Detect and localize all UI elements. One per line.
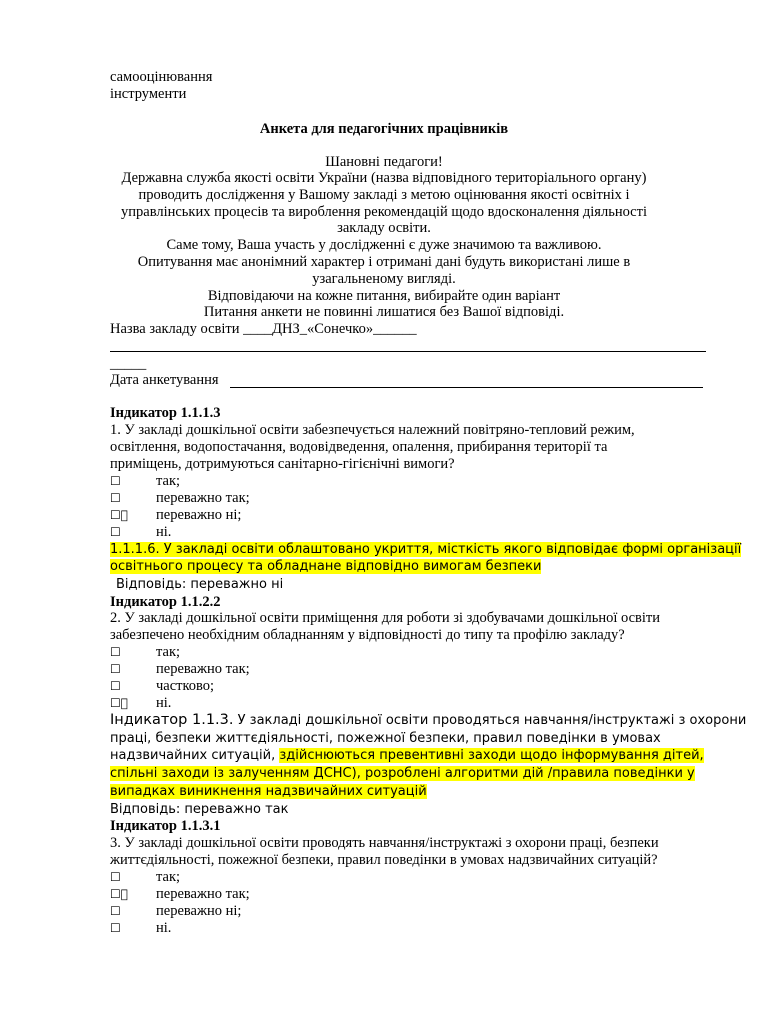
institution-field: Назва закладу освіти ____ДНЗ_«Сонечко»______ <box>110 321 417 337</box>
indicator-note-line: надзвичайних ситуацій, здійснюються превентивні заходи щодо інформування дітей, <box>110 748 704 763</box>
highlighted-note-line: освітнього процесу та обладнане відповідно вимогам безпеки <box>110 559 542 574</box>
answer-option[interactable] <box>110 524 172 541</box>
intro-line: Державна служба якості освіти України (назва відповідного територіального органу) <box>121 170 647 186</box>
checkbox-icon[interactable]: ☐ <box>110 662 121 676</box>
checkbox-icon[interactable]: ☐ <box>110 645 121 659</box>
question-line: забезпечено необхідним обладнанням у відповідності до типу та профілю закладу? <box>110 627 625 643</box>
indicator-note-line: Індикатор 1.1.3. У закладі дошкільної освіти проводяться навчання/інструктажі з охорони <box>110 712 747 728</box>
indicator-heading: Індикатор 1.1.1.3 <box>110 405 221 421</box>
highlighted-note-line: 1.1.1.6. У закладі освіти облаштовано укриття, місткість якого відповідає формі організації <box>110 542 742 557</box>
indicator-inline-heading: Індикатор 1.1.3. <box>110 712 234 728</box>
indicator-heading: Індикатор 1.1.3.1 <box>110 818 221 834</box>
question-line: 3. У закладі дошкільної освіти проводять навчання/інструктажі з охорони праці, безпеки <box>110 835 659 851</box>
option-label: переважно так; <box>156 886 250 902</box>
option-label: так; <box>156 869 181 885</box>
intro-line: Питання анкети не повинні лишатися без Вашої відповіді. <box>203 304 565 320</box>
checkbox-icon[interactable]: ☐⃞ <box>110 696 128 710</box>
answer-option[interactable] <box>110 661 250 678</box>
date-blank-rule <box>230 387 703 388</box>
checkbox-icon[interactable]: ☐ <box>110 870 121 884</box>
answer-option[interactable] <box>110 920 172 937</box>
answer-option[interactable] <box>110 473 181 490</box>
checkbox-icon[interactable]: ☐⃞ <box>110 887 128 901</box>
header-line-1: самооцінювання <box>110 69 213 85</box>
intro-line: Відповідаючи на кожне питання, вибирайте один варіант <box>207 288 561 304</box>
highlighted-note-line: спільні заходи із залученням ДСНС), розроблені алгоритми дій /правила поведінки у <box>110 766 695 781</box>
option-label: переважно так; <box>156 490 250 506</box>
option-label: ні. <box>156 920 172 936</box>
question-line: життєдіяльності, пожежної безпеки, правил поведінки в умовах надзвичайних ситуацій? <box>110 852 658 868</box>
option-label: так; <box>156 644 181 660</box>
answer-option[interactable] <box>110 644 181 661</box>
answer-option[interactable] <box>110 903 242 920</box>
answer-option[interactable] <box>110 490 250 507</box>
question-line: приміщень, дотримуються санітарно-гігієнічні вимоги? <box>110 456 455 472</box>
intro-line: управлінських процесів та вироблення рекомендацій щодо вдосконалення діяльності <box>121 204 647 220</box>
highlighted-note-line: випадках виникнення надзвичайних ситуацій <box>110 784 427 799</box>
indicator-heading: Індикатор 1.1.2.2 <box>110 594 221 610</box>
date-field-label: Дата анкетування <box>110 372 219 388</box>
intro-line: Саме тому, Ваша участь у дослідженні є дуже значимою та важливою. <box>166 237 602 253</box>
checkbox-icon[interactable]: ☐ <box>110 679 121 693</box>
question-line: 2. У закладі дошкільної освіти приміщення для роботи зі здобувачами дошкільної освіти <box>110 610 661 626</box>
answer-option[interactable] <box>110 507 242 524</box>
answer-option[interactable] <box>110 695 172 712</box>
option-label: переважно так; <box>156 661 250 677</box>
document-title: Анкета для педагогічних працівників <box>259 121 509 137</box>
answer-note: Відповідь: переважно ні <box>116 577 284 592</box>
intro-line: проводить дослідження у Вашому закладі з метою оцінювання якості освітніх і <box>138 187 630 203</box>
option-label: так; <box>156 473 181 489</box>
checkbox-icon[interactable]: ☐ <box>110 525 121 539</box>
checkbox-icon[interactable]: ☐ <box>110 474 121 488</box>
checkbox-icon[interactable]: ☐ <box>110 904 121 918</box>
answer-note: Відповідь: переважно так <box>110 802 289 817</box>
option-label: переважно ні; <box>156 507 242 523</box>
header-line-2: інструменти <box>110 86 187 102</box>
checkbox-icon[interactable]: ☐ <box>110 491 121 505</box>
question-line: освітлення, водопостачання, водовідведення, опалення, прибирання території та <box>110 439 608 455</box>
checkbox-icon[interactable]: ☐ <box>110 921 121 935</box>
indicator-note-line: праці, безпеки життєдіяльності, пожежної безпеки, правил поведінки в умовах <box>110 731 661 746</box>
checkbox-icon[interactable]: ☐⃞ <box>110 508 128 522</box>
option-label: ні. <box>156 695 172 711</box>
option-label: частково; <box>156 678 215 694</box>
intro-line: Опитування має анонімний характер і отримані дані будуть використані лише в <box>137 254 631 270</box>
question-line: 1. У закладі дошкільної освіти забезпечується належний повітряно-тепловий режим, <box>110 422 635 438</box>
answer-option[interactable] <box>110 886 250 903</box>
answer-option[interactable] <box>110 869 181 886</box>
option-label: переважно ні; <box>156 903 242 919</box>
answer-option[interactable] <box>110 678 215 695</box>
option-label: ні. <box>156 524 172 540</box>
intro-line: Шановні педагоги! <box>325 154 443 170</box>
rule-tail: _____ <box>110 356 147 372</box>
intro-line: закладу освіти. <box>337 220 431 236</box>
intro-line: узагальненому вигляді. <box>312 271 456 287</box>
blank-rule <box>110 351 706 352</box>
